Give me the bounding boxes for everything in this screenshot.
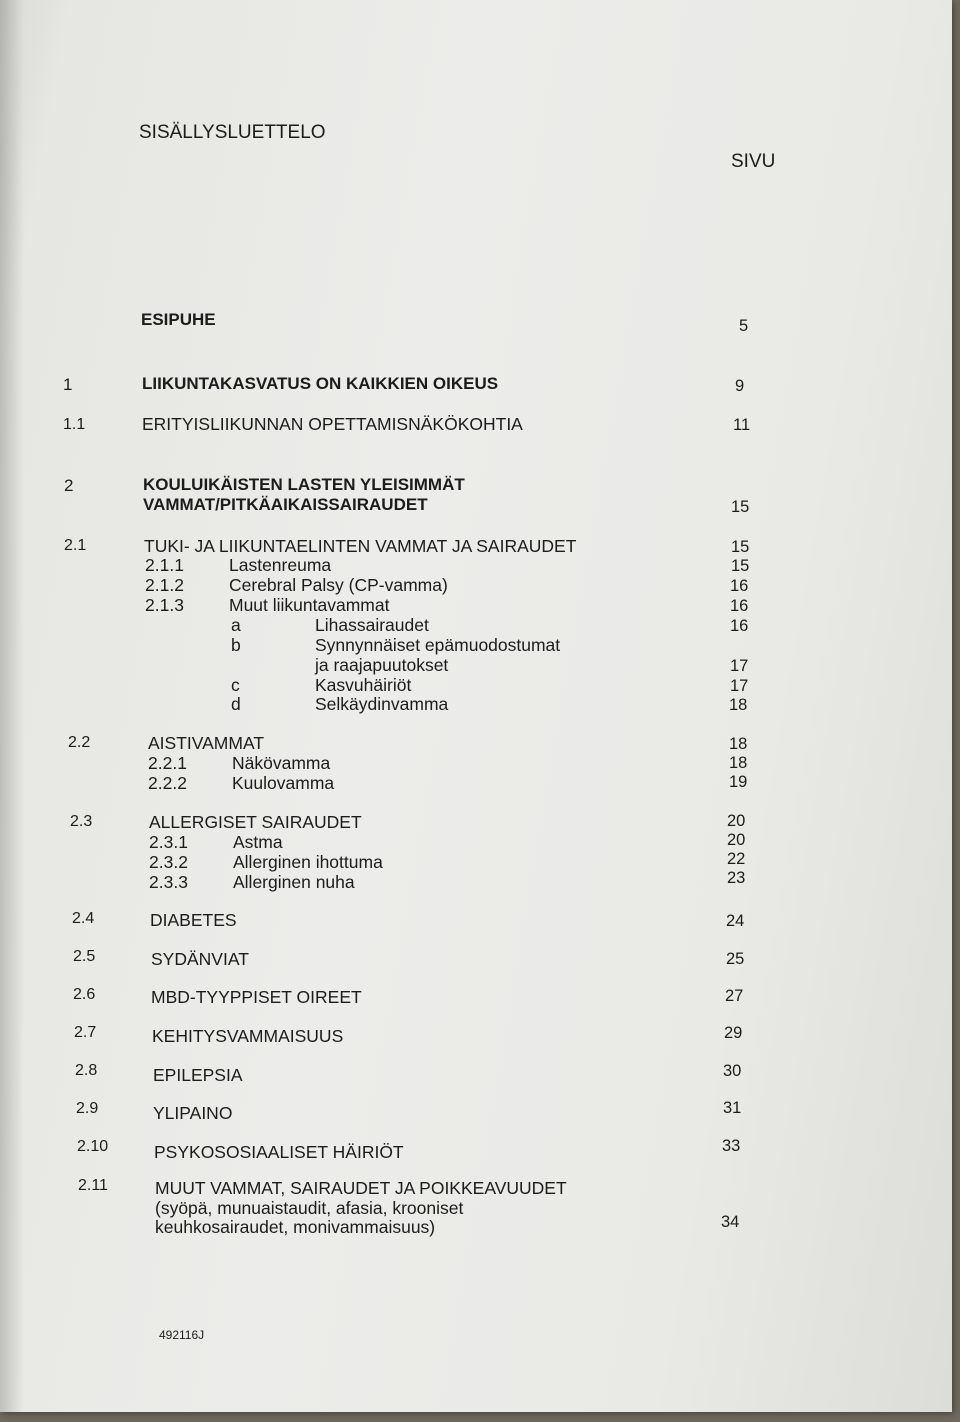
toc-subentry-title: Näkövamma xyxy=(232,753,331,773)
toc-subentry-letter: d xyxy=(231,694,241,714)
toc-entry-page: 16 xyxy=(730,597,749,615)
toc-entry-title-line2: VAMMAT/PITKÄAIKAISSAIRAUDET xyxy=(143,495,428,514)
toc-subentry-title: Kuulovamma xyxy=(232,773,335,793)
toc-entry-page: 30 xyxy=(723,1062,742,1080)
toc-entry-number: 2.3 xyxy=(70,813,93,830)
toc-subentry-title-line1: Synnynnäiset epämuodostumat xyxy=(315,635,561,655)
toc-entry-title: KEHITYSVAMMAISUUS xyxy=(152,1026,344,1046)
toc-entry-page: 18 xyxy=(729,735,748,753)
toc-entry-title: ALLERGISET SAIRAUDET xyxy=(149,812,362,832)
toc-entry-title: PSYKOSOSIAALISET HÄIRIÖT xyxy=(154,1142,404,1162)
toc-subentry-title: Allerginen nuha xyxy=(233,872,355,892)
toc-entry-number: 2.9 xyxy=(76,1100,99,1117)
toc-subentry-title: Allerginen ihottuma xyxy=(233,852,383,872)
toc-entry-title-line1: MUUT VAMMAT, SAIRAUDET JA POIKKEAVUUDET xyxy=(155,1178,567,1198)
toc-entry-page: 20 xyxy=(727,831,746,849)
toc-entry-page: 33 xyxy=(722,1137,741,1155)
toc-entry-title: TUKI- JA LIIKUNTAELINTEN VAMMAT JA SAIRAUDET xyxy=(144,536,577,556)
toc-entry-number: 2.2 xyxy=(68,734,91,751)
toc-entry-page: 17 xyxy=(730,677,749,695)
toc-entry-title: AISTIVAMMAT xyxy=(148,733,265,753)
toc-entry-number: 2.8 xyxy=(75,1062,98,1079)
toc-entry-page: 23 xyxy=(727,869,746,887)
toc-entry-title-line2: (syöpä, munuaistaudit, afasia, krooniset xyxy=(155,1198,464,1218)
toc-subentry-number: 2.1.3 xyxy=(145,595,184,615)
toc-entry-title: LIIKUNTAKASVATUS ON KAIKKIEN OIKEUS xyxy=(142,374,499,393)
toc-entry-title-line3: keuhkosairaudet, monivammaisuus) xyxy=(155,1217,436,1237)
toc-subentry-title: Selkäydinvamma xyxy=(315,694,449,714)
toc-subentry-title: Cerebral Palsy (CP-vamma) xyxy=(229,575,448,595)
toc-heading: SISÄLLYSLUETTELO xyxy=(139,122,326,143)
toc-subentry-letter: c xyxy=(231,675,240,695)
toc-entry-page: 5 xyxy=(739,317,749,335)
toc-subentry-letter: b xyxy=(231,635,241,655)
toc-entry-number: 2.6 xyxy=(73,986,96,1003)
toc-subentry-number: 2.3.1 xyxy=(149,832,188,852)
toc-entry-page: 20 xyxy=(727,812,746,830)
toc-subentry-title: Lihassairaudet xyxy=(315,615,429,635)
toc-subentry-title: Lastenreuma xyxy=(229,555,332,575)
toc-entry-title: ERITYISLIIKUNNAN OPETTAMISNÄKÖKOHTIA xyxy=(142,414,523,434)
toc-entry-page: 29 xyxy=(724,1024,743,1042)
toc-subentry-number: 2.3.3 xyxy=(149,872,188,892)
print-code: 492116J xyxy=(159,1328,205,1342)
toc-entry-title: ESIPUHE xyxy=(141,310,216,329)
toc-entry-page: 31 xyxy=(723,1099,742,1117)
toc-entry-number: 2.7 xyxy=(74,1024,97,1041)
toc-entry-title: YLIPAINO xyxy=(153,1103,233,1123)
toc-entry-page: 16 xyxy=(730,617,749,635)
toc-entry-number: 2.4 xyxy=(72,910,95,927)
toc-entry-page: 24 xyxy=(726,912,745,930)
toc-subentry-number: 2.1.2 xyxy=(145,575,184,595)
toc-entry-page: 22 xyxy=(727,850,746,868)
toc-entry-page: 11 xyxy=(733,416,751,434)
toc-entry-number: 2.1 xyxy=(64,537,87,554)
toc-entry-number: 1.1 xyxy=(63,416,86,433)
toc-entry-page: 25 xyxy=(726,950,745,968)
toc-subentry-title: Kasvuhäiriöt xyxy=(315,675,412,695)
toc-entry-number: 2.5 xyxy=(73,948,96,965)
toc-entry-number: 2.11 xyxy=(78,1177,108,1194)
toc-entry-title: EPILEPSIA xyxy=(153,1065,243,1085)
toc-subentry-number: 2.2.2 xyxy=(148,773,187,793)
toc-entry-page: 15 xyxy=(731,538,750,556)
toc-subentry-title-line2: ja raajapuutokset xyxy=(315,655,449,675)
toc-entry-page: 16 xyxy=(730,577,749,595)
toc-entry-page: 27 xyxy=(725,987,744,1005)
toc-subentry-number: 2.2.1 xyxy=(148,753,187,773)
toc-entry-page: 18 xyxy=(729,754,748,772)
toc-entry-page: 15 xyxy=(731,498,750,516)
page-column-label: SIVU xyxy=(731,151,776,172)
toc-entry-page: 34 xyxy=(721,1213,740,1231)
toc-subentry-number: 2.3.2 xyxy=(149,852,188,872)
toc-entry-page: 9 xyxy=(735,377,745,395)
toc-entry-page: 17 xyxy=(730,657,749,675)
toc-entry-number: 2 xyxy=(64,476,74,495)
toc-entry-title: SYDÄNVIAT xyxy=(151,949,249,969)
toc-subentry-title: Astma xyxy=(233,832,283,852)
toc-entry-page: 15 xyxy=(731,557,750,575)
toc-subentry-number: 2.1.1 xyxy=(145,555,184,575)
toc-entry-title: MBD-TYYPPISET OIREET xyxy=(151,987,362,1007)
toc-subentry-title: Muut liikuntavammat xyxy=(229,595,390,615)
toc-entry-title-line1: KOULUIKÄISTEN LASTEN YLEISIMMÄT xyxy=(143,475,465,494)
toc-entry-page: 19 xyxy=(729,773,748,791)
toc-entry-number: 1 xyxy=(63,375,73,394)
toc-entry-number: 2.10 xyxy=(77,1138,109,1155)
toc-entry-page: 18 xyxy=(729,696,748,714)
toc-entry-title: DIABETES xyxy=(150,910,237,930)
toc-subentry-letter: a xyxy=(231,615,241,635)
